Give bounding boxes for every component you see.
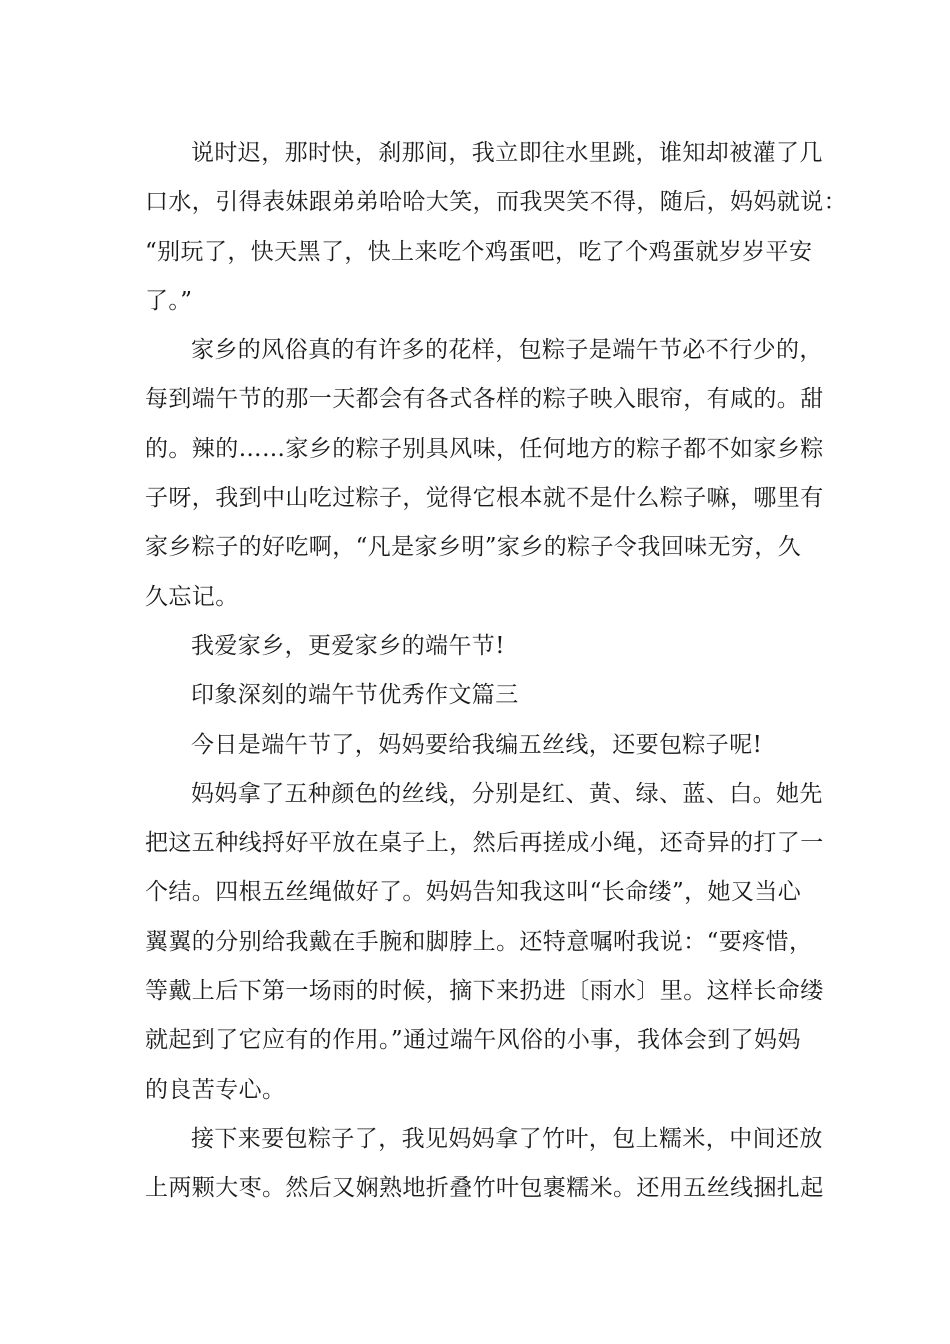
paragraph <box>145 1115 824 1214</box>
text-line: 等戴上后下第一场雨的时候，摘下来扔进〔雨水〕里。这样长命缕 <box>145 978 824 1005</box>
text-line: 把这五种线捋好平放在桌子上，然后再搓成小绳，还奇异的打了一 <box>145 830 824 857</box>
paragraph <box>145 326 824 622</box>
text-line: 印象深刻的端午节优秀作文篇三 <box>191 682 519 709</box>
text-line: 久忘记。 <box>145 583 239 610</box>
text-line: 翼翼的分别给我戴在手腕和脚脖上。还特意嘱咐我说：“要疼惜， <box>145 928 813 955</box>
text-line: 个结。四根五丝绳做好了。妈妈告知我这叫“长命缕”，她又当心 <box>145 879 802 906</box>
text-line: 妈妈拿了五种颜色的丝线，分别是红、黄、绿、蓝、白。她先 <box>191 780 823 807</box>
text-line: 口水，引得表妹跟弟弟哈哈大笑，而我哭笑不得，随后，妈妈就说： <box>145 189 847 216</box>
text-line: 了。” <box>145 287 193 314</box>
paragraph <box>145 770 824 1115</box>
paragraph <box>145 622 815 671</box>
text-line: 就起到了它应有的作用。”通过端午风俗的小事，我体会到了妈妈 <box>145 1027 801 1054</box>
text-line: 今日是端午节了，妈妈要给我编五丝线，还要包粽子呢! <box>191 731 763 758</box>
text-line: 每到端午节的那一天都会有各式各样的粽子映入眼帘，有咸的。甜 <box>145 386 824 413</box>
section-heading <box>145 671 815 720</box>
text-line: 说时迟，那时快，刹那间，我立即往水里跳，谁知却被灌了几 <box>191 140 823 166</box>
text-line: 的。辣的……家乡的粽子别具风味，任何地方的粽子都不如家乡粽 <box>145 435 824 462</box>
text-line: 家乡粽子的好吃啊，“凡是家乡明”家乡的粽子令我回味无穷，久 <box>145 534 802 561</box>
paragraph <box>145 721 815 770</box>
text-line: 家乡的风俗真的有许多的花样，包粽子是端午节必不行少的， <box>191 337 823 364</box>
text-line: 接下来要包粽子了，我见妈妈拿了竹叶，包上糯米，中间还放 <box>191 1125 823 1152</box>
text-line: 我爱家乡，更爱家乡的端午节! <box>191 632 505 659</box>
document-body <box>145 129 847 1214</box>
text-line: 上两颗大枣。然后又娴熟地折叠竹叶包裹糯米。还用五丝线捆扎起 <box>145 1175 824 1202</box>
text-line: “别玩了，快天黑了，快上来吃个鸡蛋吧，吃了个鸡蛋就岁岁平安 <box>145 238 813 265</box>
text-line: 的良苦专心。 <box>145 1076 286 1103</box>
paragraph <box>145 129 847 326</box>
text-line: 子呀，我到中山吃过粽子，觉得它根本就不是什么粽子嘛，哪里有 <box>145 485 824 512</box>
